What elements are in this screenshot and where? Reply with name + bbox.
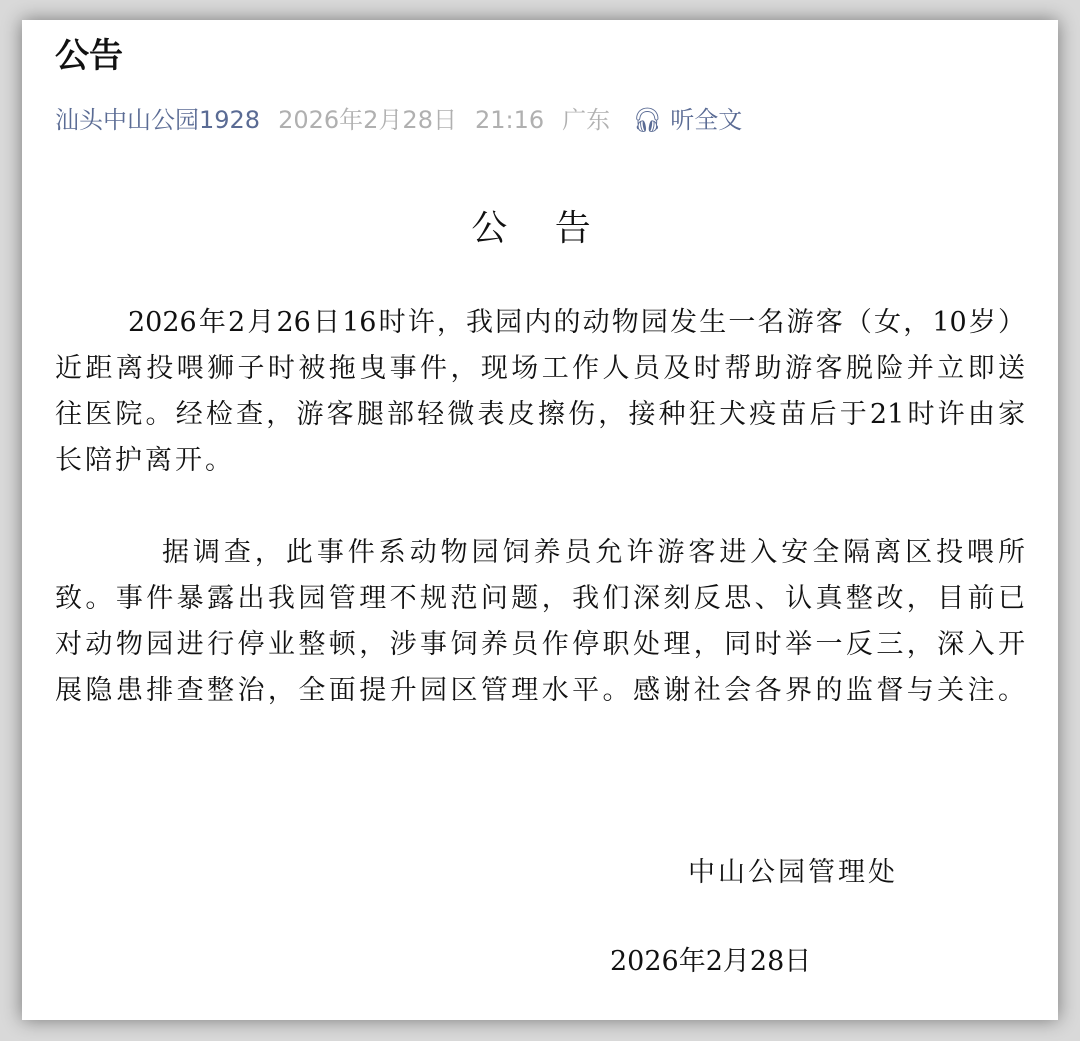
article-title: 公告 (55, 36, 123, 76)
article-meta (55, 100, 742, 135)
publish-location: 广东 (562, 106, 611, 134)
article-card (22, 20, 1058, 1020)
publish-time: 21:16 (474, 106, 545, 134)
paragraph-line: 2026年2月26日16时许，我园内的动物园发生一名游客（女，10岁） (128, 307, 1025, 338)
listen-label: 听全文 (670, 106, 743, 134)
sign-date: 2026年2月28日 (610, 946, 812, 977)
paragraph-line: 对动物园进行停业整顿，涉事饲养员作停职处理，同时举一反三，深入开 (55, 629, 1025, 660)
paragraph-line: 近距离投喂狮子时被拖曳事件，现场工作人员及时帮助游客脱险并立即送 (55, 353, 1025, 384)
account-name-link[interactable]: 汕头中山公园1928 (55, 106, 261, 134)
headphones-icon: 🎧︎ (632, 106, 663, 134)
listen-button[interactable] (632, 106, 742, 134)
paragraph-line: 展隐患排查整治，全面提升园区管理水平。感谢社会各界的监督与关注。 (55, 675, 1025, 706)
publish-date: 2026年2月28日 (278, 106, 457, 134)
paragraph-line: 往医院。经检查，游客腿部轻微表皮擦伤，接种狂犬疫苗后于21时许由家 (55, 399, 1025, 430)
paragraph-line: 致。事件暴露出我园管理不规范问题，我们深刻反思、认真整改，目前已 (55, 583, 1025, 614)
paragraph-line: 据调查，此事件系动物园饲养员允许游客进入安全隔离区投喂所 (162, 537, 1025, 568)
signature: 中山公园管理处 (688, 857, 898, 888)
paragraph-line: 长陪护离开。 (55, 445, 235, 476)
notice-title: 公 告 (471, 208, 609, 249)
